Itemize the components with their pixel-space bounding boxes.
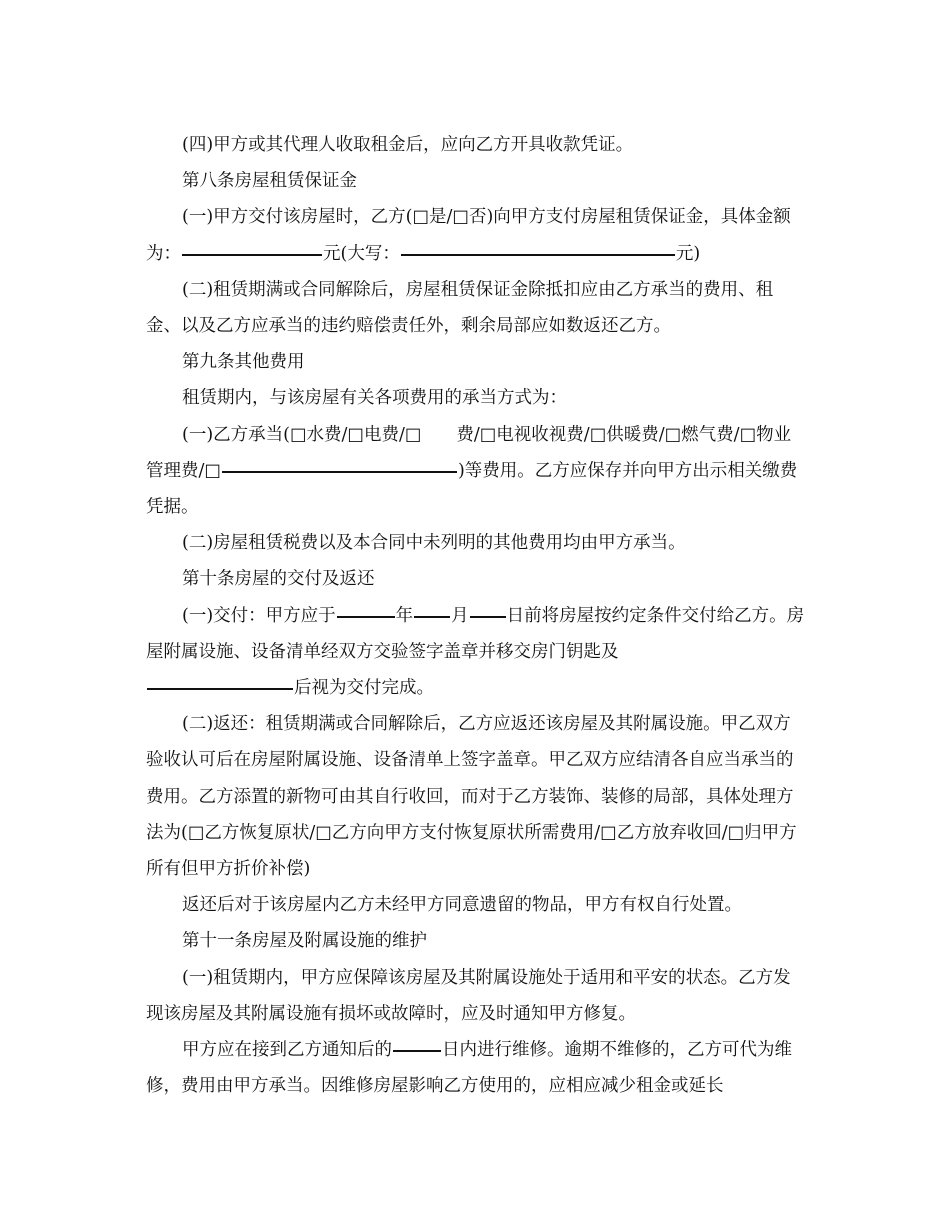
contract-text: [146, 127, 806, 1104]
paragraph-text: (一)租赁期内，甲方应保障该房屋及其附属设施处于适用和平安的状态。乙方发现该房屋及其附属设施有损坏或故障时，应及时通知甲方修复。: [146, 967, 791, 1024]
paragraph-deposit-return: [146, 272, 806, 344]
article-9-heading: [146, 344, 806, 380]
paragraph-text: 月: [451, 605, 469, 626]
paragraph-return: [146, 706, 806, 887]
paragraph-text: (二)返还：租赁期满或合同解除后，乙方应返还该房屋及其附属设施。甲乙双方验收认可后在房屋附属设施、设备清单上签字盖章。甲乙双方应结清各自应当承当的费用。乙方添置的新物可由其自行收回，而对于乙方装饰、装修的局部，具体处理方法为(□乙方恢复原状/□乙方向甲方支付恢复原状所需费用/□乙方放弃收回/□归甲方所有但甲方折价补偿): [146, 714, 797, 880]
article-10-heading: [146, 561, 806, 597]
paragraph-fees-landlord: [146, 525, 806, 561]
paragraph-receipt: [146, 127, 806, 163]
paragraph-text: 元): [675, 243, 701, 264]
paragraph-text: (一)交付：甲方应于: [182, 605, 336, 626]
heading-text: 第十一条房屋及附属设施的维护: [182, 931, 427, 952]
paragraph-text: (一)甲方交付该房屋时，乙方(□是/□否)向甲方支付房屋租赁保证金，具体金额为：: [146, 207, 791, 264]
paragraph-fees-intro: [146, 380, 806, 416]
paragraph-fees-tenant: [146, 417, 806, 526]
paragraph-text: 返还后对于该房屋内乙方未经甲方同意遗留的物品，甲方有权自行处置。: [182, 895, 742, 916]
amount-words-blank[interactable]: [401, 236, 675, 256]
heading-text: 第九条其他费用: [182, 352, 305, 373]
paragraph-repair-deadline: [146, 1032, 806, 1104]
handover-item-blank[interactable]: [147, 671, 293, 691]
day-blank[interactable]: [470, 598, 506, 618]
month-blank[interactable]: [414, 598, 450, 618]
paragraph-text: )等费用。乙方应保存并向甲方出示相关缴费凭据。: [146, 460, 798, 518]
heading-text: 第十条房屋的交付及返还: [182, 569, 375, 590]
paragraph-text: (二)租赁期满或合同解除后，房屋租赁保证金除抵扣应由乙方承当的费用、租金、以及乙方应承当的违约赔偿责任外，剩余局部应如数返还乙方。: [146, 279, 774, 337]
paragraph-left-items: [146, 887, 806, 923]
paragraph-deposit: [146, 199, 806, 271]
paragraph-text: 年: [395, 605, 414, 626]
amount-blank[interactable]: [182, 236, 322, 256]
paragraph-text: 日前将房屋按约定条件交付给乙方。房屋附属设施、设备清单经双方交验签字盖章并移交房门钥匙及: [146, 605, 805, 662]
paragraph-text: 甲方应在接到乙方通知后的: [182, 1040, 392, 1061]
article-8-heading: [146, 163, 806, 199]
year-blank[interactable]: [337, 598, 395, 618]
paragraph-text: 后视为交付完成。: [294, 678, 434, 699]
article-11-heading: [146, 923, 806, 959]
paragraph-delivery: [146, 598, 806, 707]
paragraph-text: (一)乙方承当(□水费/□电费/□ 费/□电视收视费/□供暖费/□燃气费/□物业管理费/□: [146, 424, 792, 481]
paragraph-maintenance: [146, 960, 806, 1032]
paragraph-text: 元(大写：: [323, 243, 400, 264]
repair-days-blank[interactable]: [393, 1033, 441, 1053]
paragraph-text: 日内进行维修。逾期不维修的，乙方可代为维修，费用由甲方承当。因维修房屋影响乙方使用的，应相应减少租金或延长: [146, 1040, 792, 1097]
heading-text: 第八条房屋租赁保证金: [182, 171, 357, 192]
paragraph-text: (二)房屋租赁税费以及本合同中未列明的其他费用均由甲方承当。: [182, 533, 686, 554]
other-fee-blank[interactable]: [222, 453, 457, 473]
paragraph-text: 租赁期内，与该房屋有关各项费用的承当方式为：: [182, 388, 567, 409]
paragraph-text: (四)甲方或其代理人收取租金后，应向乙方开具收款凭证。: [182, 135, 634, 155]
